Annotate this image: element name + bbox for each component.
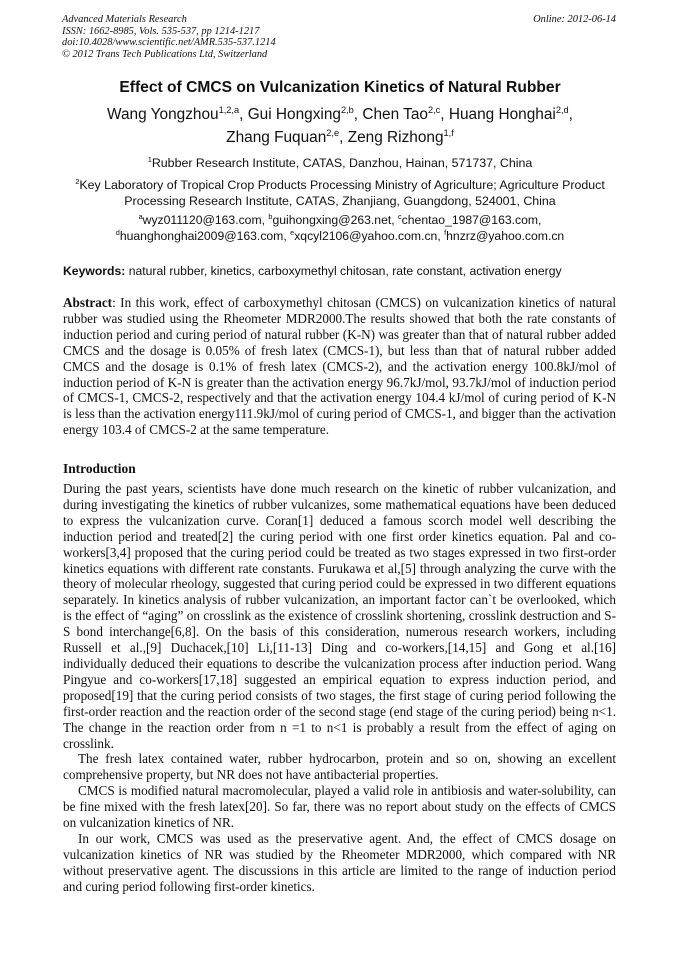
author-name: , Zeng Rizhong [339, 129, 444, 146]
email-address: xqcyl2106@yahoo.com.cn, [294, 229, 445, 243]
abstract-label: Abstract [63, 295, 113, 310]
copyright-line: © 2012 Trans Tech Publications Ltd, Switzerland [62, 48, 268, 60]
journal-name: Advanced Materials Research [62, 14, 187, 25]
abstract [63, 295, 616, 438]
email-mark: d [115, 227, 120, 237]
author-list [62, 103, 618, 149]
doi-line: doi:10.4028/www.scientific.net/AMR.535-537.1214 [62, 37, 276, 49]
keywords [63, 263, 619, 279]
affiliation-mark: 2 [75, 176, 80, 186]
section-heading-introduction: Introduction [63, 461, 136, 476]
introduction-body [63, 481, 616, 895]
author-name: Wang Yongzhou [107, 106, 219, 123]
email-address: huanghonghai2009@163.com, [119, 229, 291, 243]
author-name: Zhang Fuquan [226, 129, 327, 146]
keywords-text: natural rubber, kinetics, carboxymethyl chitosan, rate constant, activation energy [125, 264, 562, 278]
author-affiliation-mark: 1,2,a [218, 104, 240, 115]
email-mark: a [138, 211, 143, 221]
email-mark: c [398, 211, 402, 221]
author-separator: , [568, 106, 573, 123]
author-affiliation-mark: 2,d [555, 104, 569, 115]
online-date: Online: 2012-06-14 [533, 14, 616, 25]
affiliation-text: Key Laboratory of Tropical Crop Products Processing Ministry of Agriculture; Agriculture Product Processing Research Institute, CATAS, Zhanjiang, Guangdong, 524001, China [79, 178, 605, 208]
author-name: , Chen Tao [353, 106, 428, 123]
email-mark: b [268, 211, 273, 221]
affiliation-text: Rubber Research Institute, CATAS, Danzhou, Hainan, 571737, China [151, 156, 533, 170]
email-mark: e [290, 227, 295, 237]
issn-line: ISSN: 1662-8985, Vols. 535-537, pp 1214-1217 [62, 25, 260, 37]
email-address: wyz011120@163.com, [142, 213, 269, 227]
running-header [62, 14, 618, 60]
author-affiliation-mark: 2,e [326, 127, 340, 138]
paragraph: The fresh latex contained water, rubber hydrocarbon, protein and so on, showing an excellent comprehensive property, but NR does not have antibacterial properties. [63, 751, 616, 783]
affiliation-mark: 1 [147, 154, 152, 164]
email-list [62, 212, 618, 244]
paragraph: In our work, CMCS was used as the preservative agent. And, the effect of CMCS dosage on vulcanization kinetics of NR was studied by the Rheometer MDR2000, which compared with NR without preservative agent. The discussions in this article are limited to the range of induction period and curing period following first-order kinetics. [63, 830, 616, 894]
email-address: hnzrz@yahoo.com.cn [446, 229, 565, 243]
email-mark: f [444, 227, 447, 237]
paragraph: During the past years, scientists have done much research on the kinetic of rubber vulcanization, and during investigating the kinetics of rubber vulcanizes, some mathematical equations have been deduced to express the vulcanization curve. Coran[1] deduced a famous scorch model well describing the induction period and treated[2] the curing period with one first order kinetics equation. Pal and co-workers[3,4] proposed that the curing period could be treated as two stages expressed in two first-order kinetics equations with different rate constants. Furukawa et al,[5] through analyzing the curve with the theory of molecular rheology, suggested that curing period could be expressed in two different equations separately. In kinetics analysis of rubber vulcanization, an important factor can`t be overlooked, which is the effect of “aging” on crosslink as the existence of crosslink shortening, crosslink destruction and S-S bond interchange[6,8]. On the basis of this consideration, numerous research workers, including Russell et al.,[9] Duchacek,[10] Li,[11-13] Ding and co-workers,[14,15] and Gong et al.[16] individually deduced their equations to describe the vulcanization process after induction period. Wang Pingyue and co-workers[17,18] suggested an empirical equation to express induction period, and proposed[19] that the curing period consists of two stages, the first stage of curing period following the first-order reaction and the reaction order of the second stage (end stage of the curing period) being n<1. The change in the reaction order from n =1 to n<1 is probably a result from the effect of aging on crosslink. [63, 481, 616, 751]
affiliation-2 [62, 177, 618, 209]
author-affiliation-mark: 2,b [340, 104, 354, 115]
email-address: guihongxing@263.net, [272, 213, 399, 227]
author-affiliation-mark: 1,f [443, 127, 454, 138]
author-name: , Huang Honghai [440, 106, 556, 123]
affiliation-1 [62, 155, 618, 171]
paragraph: CMCS is modified natural macromolecular, played a valid role in antibiosis and water-solubility, can be fine mixed with the fresh latex[20]. So far, there was no report about study on the effects of CMCS on vulcanization kinetics of NR. [63, 783, 616, 831]
paper-title: Effect of CMCS on Vulcanization Kinetics of Natural Rubber [119, 79, 561, 96]
email-address: chentao_1987@163.com, [401, 213, 542, 227]
keywords-label: Keywords: [63, 264, 126, 278]
author-affiliation-mark: 2,c [427, 104, 441, 115]
author-name: , Gui Hongxing [239, 106, 341, 123]
abstract-text: : In this work, effect of carboxymethyl chitosan (CMCS) on vulcanization kinetics of natural rubber was studied using the Rheometer MDR2000.The results showed that both the rate constants of induction period and curing period of natural rubber (K-N) was greater than that of natural rubber added CMCS and the dosage is 0.05% of fresh latex (CMCS-1), but less than that of natural rubber added CMCS and the dosage is 0.1% of fresh latex (CMCS-2), and the activation energy 100.8kJ/mol of induction period of K-N is greater than the activation energy 96.7kJ/mol, 93.7kJ/mol of induction period of CMCS-1, CMCS-2, respectively and that the activation energy 104.4 kJ/mol of curing period of K-N is less than the activation energy111.9kJ/mol of curing period of CMCS-1, and bigger than the activation energy 103.4 of CMCS-2 at the same temperature. [63, 295, 616, 438]
